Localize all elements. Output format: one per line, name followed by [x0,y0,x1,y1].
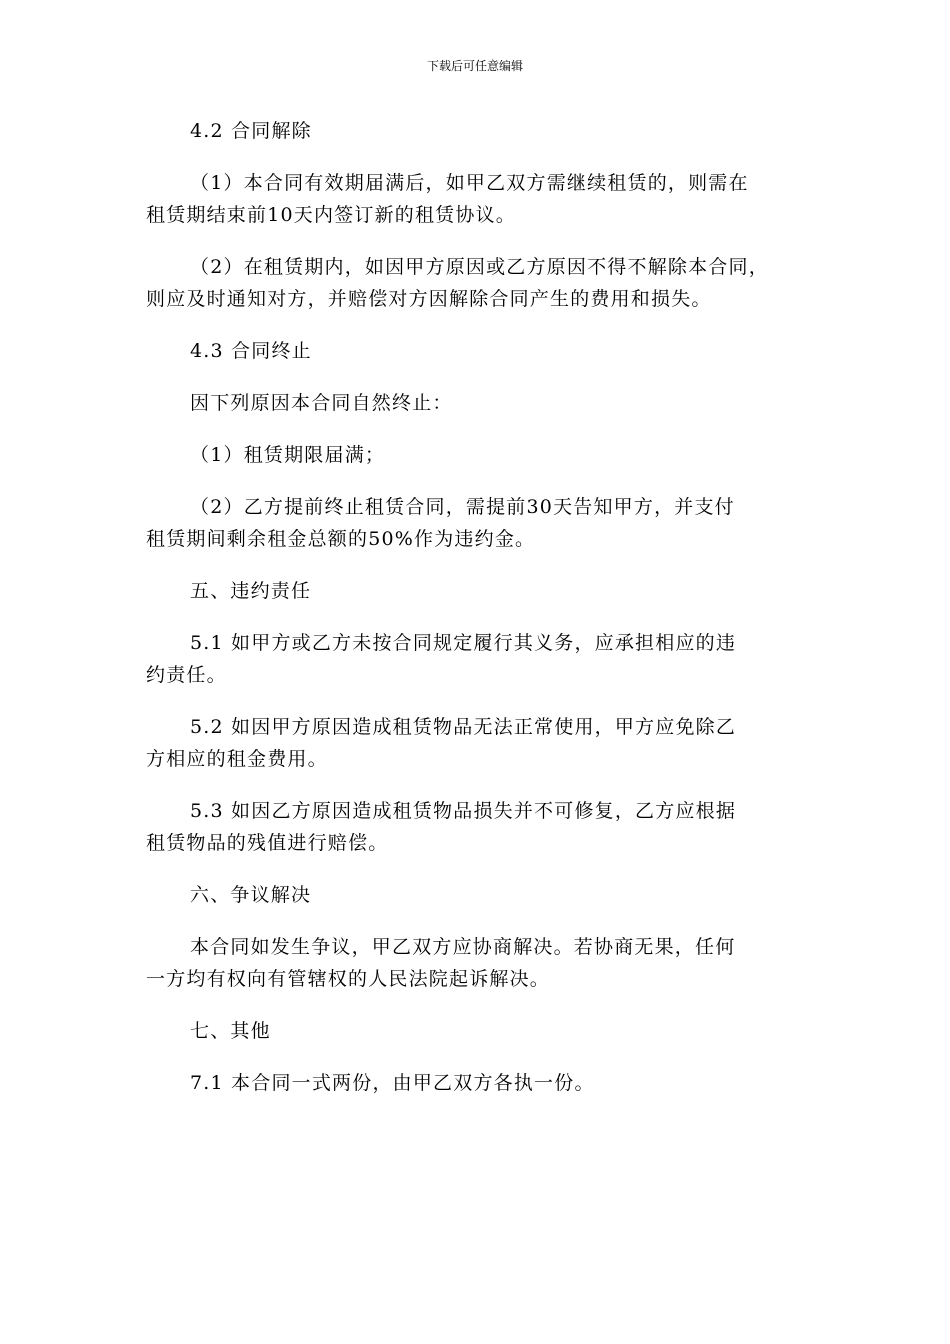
paragraph [146,575,810,607]
text-line: 5.3 如因乙方原因造成租赁物品损失并不可修复，乙方应根据 [190,800,737,822]
text-line: 六、争议解决 [190,884,312,906]
text-line: 五、违约责任 [190,580,312,602]
paragraph [146,439,810,471]
paragraph [146,1067,810,1099]
paragraph [146,711,810,775]
document-body [146,115,810,1119]
paragraph [146,387,810,419]
text-line: 租赁期间剩余租金总额的50%作为违约金。 [146,528,536,550]
header-note: 下载后可任意编辑 [426,59,523,73]
text-line: 因下列原因本合同自然终止： [190,392,453,414]
text-line: 租赁期结束前10天内签订新的租赁协议。 [146,204,516,226]
text-line: 4.3 合同终止 [190,340,312,362]
text-line: 5.1 如甲方或乙方未按合同规定履行其义务，应承担相应的违 [190,632,737,654]
text-line: （2）乙方提前终止租赁合同，需提前30天告知甲方，并支付 [190,496,735,518]
text-line: 方相应的租金费用。 [146,748,328,770]
paragraph [146,167,810,231]
paragraph [146,795,810,859]
text-line: 5.2 如因甲方原因造成租赁物品无法正常使用，甲方应免除乙 [190,716,737,738]
paragraph [146,115,810,147]
text-line: （1）租赁期限届满； [190,444,386,466]
text-line: （2）在租赁期内，如因甲方原因或乙方原因不得不解除本合同， [190,256,769,278]
text-line: 本合同如发生争议，甲乙双方应协商解决。若协商无果，任何 [190,936,736,958]
paragraph [146,931,810,995]
paragraph [146,627,810,691]
text-line: 租赁物品的残值进行赔偿。 [146,832,389,854]
text-line: 7.1 本合同一式两份，由甲乙双方各执一份。 [190,1072,595,1094]
paragraph [146,251,810,315]
paragraph [146,1015,810,1047]
text-line: 4.2 合同解除 [190,120,312,142]
text-line: （1）本合同有效期届满后，如甲乙双方需继续租赁的，则需在 [190,172,749,194]
paragraph [146,335,810,367]
text-line: 一方均有权向有管辖权的人民法院起诉解决。 [146,968,551,990]
text-line: 则应及时通知对方，并赔偿对方因解除合同产生的费用和损失。 [146,288,712,310]
text-line: 约责任。 [146,664,227,686]
paragraph [146,879,810,911]
text-line: 七、其他 [190,1020,271,1042]
paragraph [146,491,810,555]
